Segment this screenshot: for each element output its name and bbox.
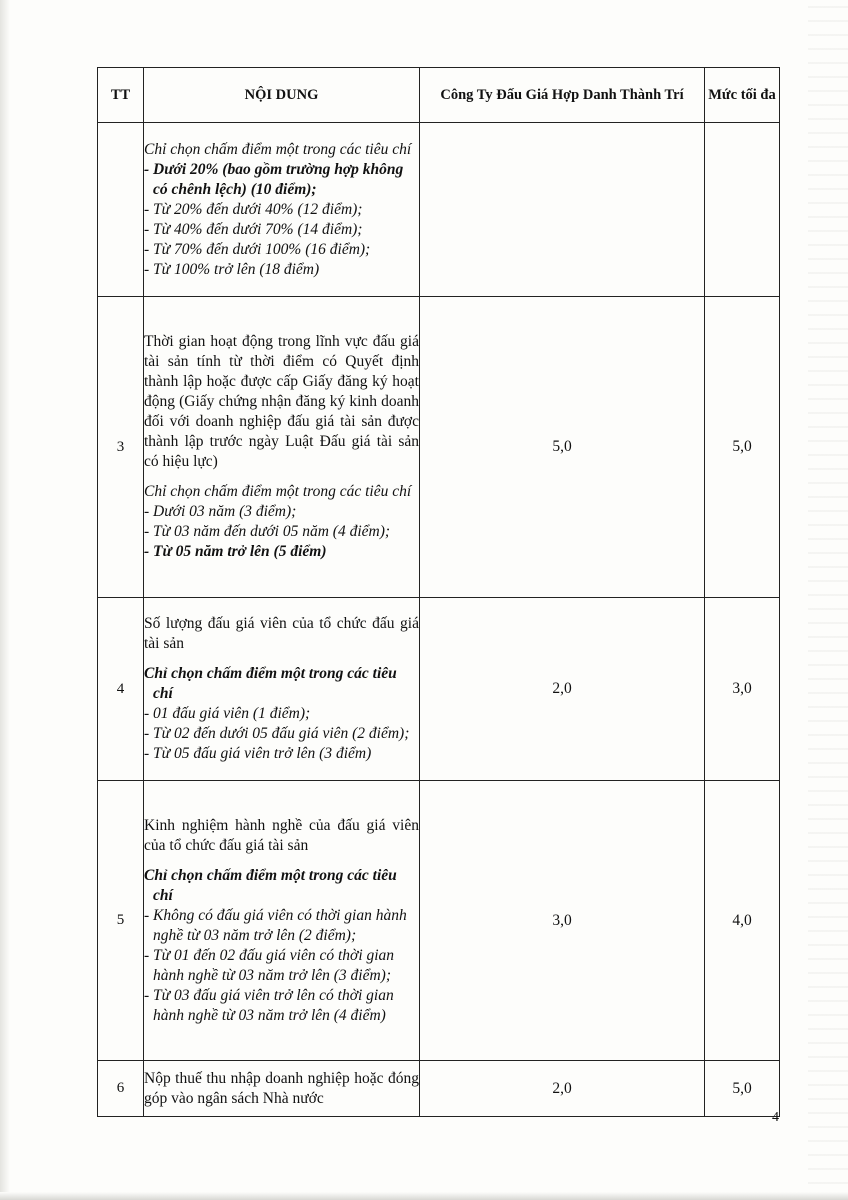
criteria-table	[97, 67, 780, 1117]
row5-option-1: - Không có đấu giá viên có thời gian hành nghề từ 03 năm trở lên (2 điểm);	[144, 906, 407, 944]
table-row-2-continued	[98, 123, 780, 297]
table-row-6	[98, 1061, 780, 1117]
row3-score: 5,0	[420, 297, 705, 598]
row2-intro: Chỉ chọn chấm điểm một trong các tiêu chí	[144, 140, 412, 158]
row4-intro: Chỉ chọn chấm điểm một trong các tiêu chí	[144, 665, 397, 702]
row3-description: Thời gian hoạt động trong lĩnh vực đấu giá tài sản tính từ thời điểm có Quyết định thành lập hoặc được cấp Giấy đăng ký hoạt động (Giấy chứng nhận đăng ký kinh doanh đối với doanh nghiệp đấu giá tài sản được thành lập trước ngày Luật Đấu giá tài sản có hiệu lực)	[144, 333, 419, 470]
row3-content	[144, 297, 420, 598]
row5-option-3: - Từ 03 đấu giá viên trở lên có thời gian hành nghề từ 03 năm trở lên (4 điểm)	[144, 986, 394, 1024]
row3-max: 5,0	[705, 297, 780, 598]
row3-option-1: - Dưới 03 năm (3 điểm);	[144, 503, 297, 520]
row2-option-5: - Từ 100% trở lên (18 điểm)	[144, 260, 320, 278]
row6-tt: 6	[98, 1061, 144, 1117]
row4-max: 3,0	[705, 598, 780, 781]
page-number: 4	[772, 1110, 779, 1125]
header-tt: TT	[98, 68, 144, 123]
table-row-3	[98, 297, 780, 598]
row2-score	[420, 123, 705, 297]
header-content: NỘI DUNG	[144, 68, 420, 123]
row5-option-2: - Từ 01 đến 02 đấu giá viên có thời gian hành nghề từ 03 năm trở lên (3 điểm);	[144, 946, 395, 984]
row4-content	[144, 598, 420, 781]
row6-content	[144, 1061, 420, 1117]
header-max: Mức tối đa	[705, 68, 780, 123]
row3-intro: Chỉ chọn chấm điểm một trong các tiêu chí	[144, 483, 412, 500]
row3-tt: 3	[98, 297, 144, 598]
row2-option-4: - Từ 70% đến dưới 100% (16 điểm);	[144, 240, 371, 258]
row6-max: 5,0	[705, 1061, 780, 1117]
row3-option-2: - Từ 03 năm đến dưới 05 năm (4 điểm);	[144, 523, 391, 540]
scan-bottom-edge	[0, 1192, 848, 1200]
row5-tt: 5	[98, 781, 144, 1061]
row2-option-2: - Từ 20% đến dưới 40% (12 điểm);	[144, 200, 363, 218]
table-row-4	[98, 598, 780, 781]
scan-left-edge	[0, 0, 10, 1200]
scan-right-edge	[808, 0, 848, 1200]
row4-tt: 4	[98, 598, 144, 781]
header-row	[98, 68, 780, 123]
row5-description: Kinh nghiệm hành nghề của đấu giá viên của tổ chức đấu giá tài sản	[144, 816, 419, 854]
row6-description: Nộp thuế thu nhập doanh nghiệp hoặc đóng góp vào ngân sách Nhà nước	[144, 1069, 419, 1107]
row6-score: 2,0	[420, 1061, 705, 1117]
row2-option-3: - Từ 40% đến dưới 70% (14 điểm);	[144, 220, 363, 238]
row4-option-2: - Từ 02 đến dưới 05 đấu giá viên (2 điểm);	[144, 725, 410, 742]
row2-tt	[98, 123, 144, 297]
row2-max	[705, 123, 780, 297]
row2-option-1: - Dưới 20% (bao gồm trường hợp không có chênh lệch) (10 điểm);	[144, 160, 404, 198]
row5-intro: Chỉ chọn chấm điểm một trong các tiêu chí	[144, 866, 397, 904]
row4-option-3: - Từ 05 đấu giá viên trở lên (3 điểm)	[144, 745, 372, 762]
row4-option-1: - 01 đấu giá viên (1 điểm);	[144, 705, 311, 722]
row4-description: Số lượng đấu giá viên của tổ chức đấu giá tài sản	[144, 615, 419, 652]
row2-content	[144, 123, 420, 297]
row3-option-3: - Từ 05 năm trở lên (5 điểm)	[144, 543, 327, 560]
table-row-5	[98, 781, 780, 1061]
row5-max: 4,0	[705, 781, 780, 1061]
row5-content	[144, 781, 420, 1061]
row4-score: 2,0	[420, 598, 705, 781]
row5-score: 3,0	[420, 781, 705, 1061]
header-company: Công Ty Đấu Giá Hợp Danh Thành Trí	[420, 68, 705, 123]
